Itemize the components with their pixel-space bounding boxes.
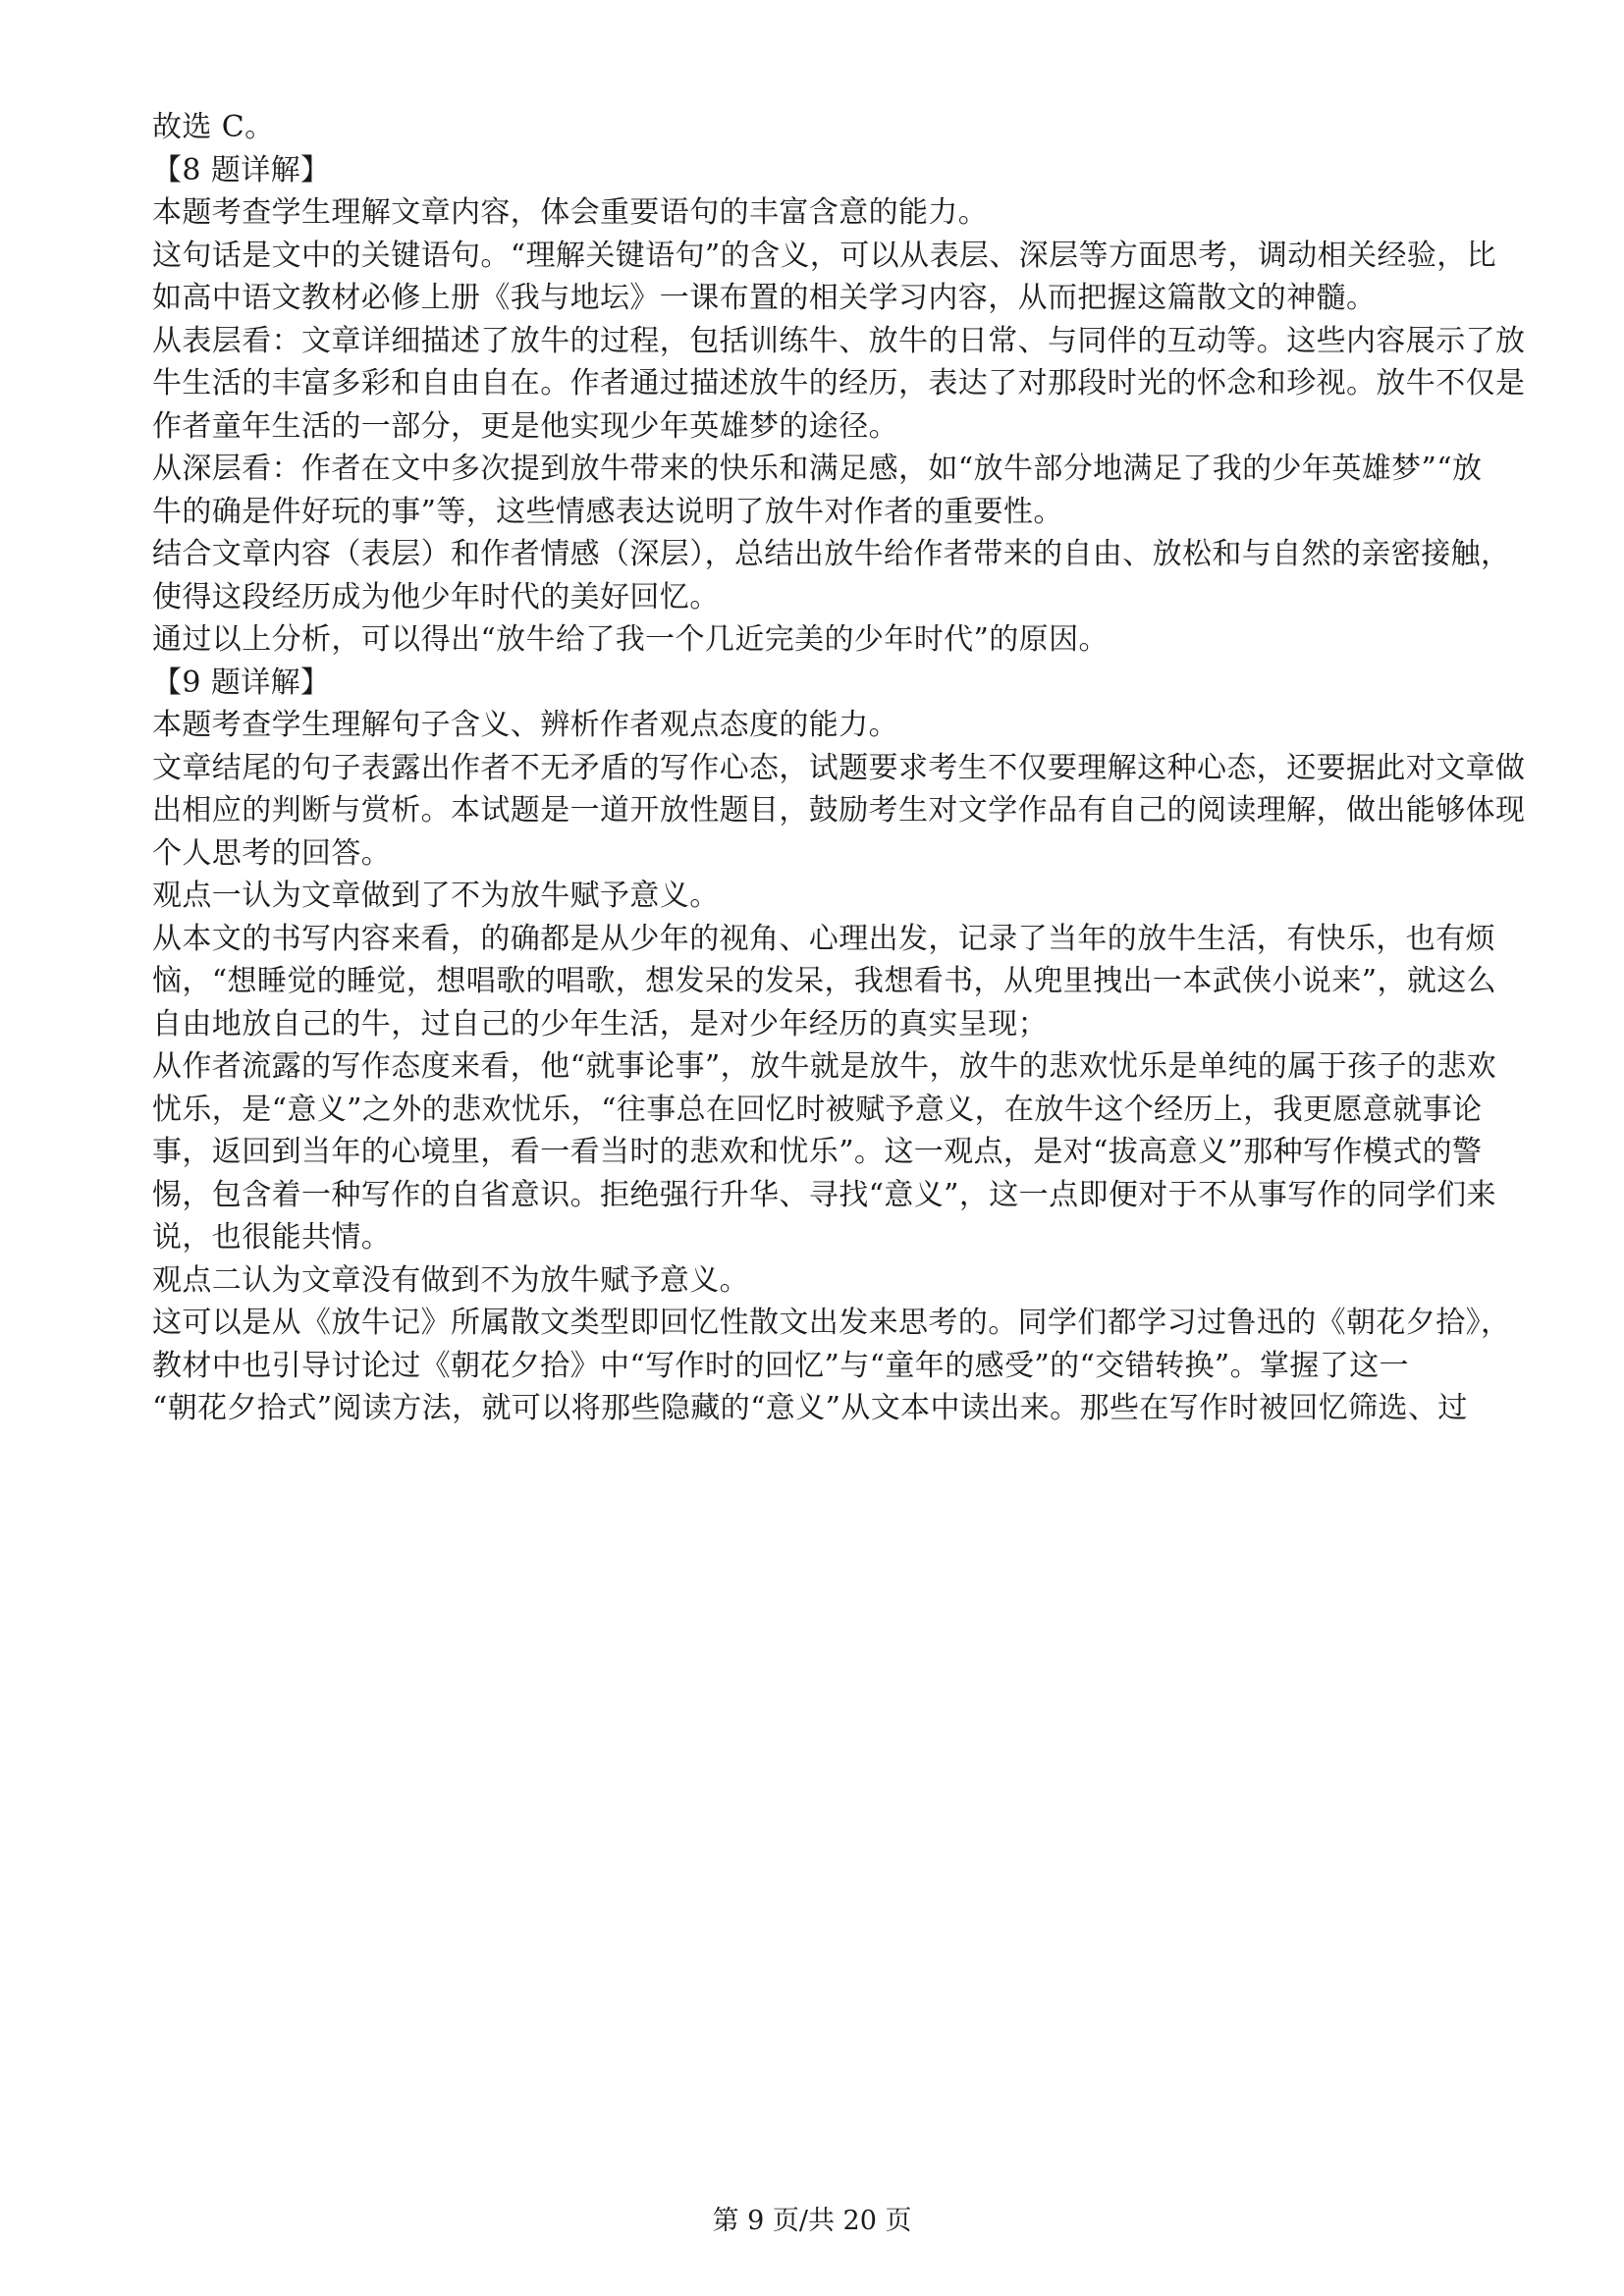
page-footer (0, 2199, 1624, 2237)
text-line: 牛生活的丰富多彩和自由自在。作者通过描述放牛的经历，表达了对那段时光的怀念和珍视。放牛不仅是 (152, 366, 1526, 400)
text-line: 出相应的判断与赏析。本试题是一道开放性题目，鼓励考生对文学作品有自己的阅读理解，做出能够体现 (152, 793, 1526, 828)
text-line: 牛的确是件好玩的事”等，这些情感表达说明了放牛对作者的重要性。 (152, 494, 1063, 529)
text-line: 事，返回到当年的心境里，看一看当时的悲欢和忧乐”。这一观点，是对“拔高意义”那种写作模式的警 (152, 1135, 1483, 1169)
text-line: 个人思考的回答。 (152, 835, 392, 871)
text-line: 教材中也引导讨论过《朝花夕拾》中“写作时的回忆”与“童年的感受”的“交错转换”。掌握了这一 (152, 1348, 1410, 1383)
text-line: “朝花夕拾式”阅读方法，就可以将那些隐藏的“意义”从文本中读出来。那些在写作时被回忆筛选、过 (152, 1391, 1468, 1425)
text-line: 从作者流露的写作态度来看，他“就事论事”，放牛就是放牛，放牛的悲欢忧乐是单纯的属于孩子的悲欢 (152, 1049, 1497, 1084)
text-line: 说，也很能共情。 (152, 1220, 392, 1255)
text-line: 本题考查学生理解句子含义、辨析作者观点态度的能力。 (152, 708, 898, 742)
text-line: 恼，“想睡觉的睡觉，想唱歌的唱歌，想发呆的发呆，我想看书，从兜里拽出一本武侠小说来”，就这么 (152, 964, 1497, 998)
text-line: 使得这段经历成为他少年时代的美好回忆。 (152, 579, 720, 614)
document-body (152, 106, 1526, 1430)
text-line: 通过以上分析，可以得出“放牛给了我一个几近完美的少年时代”的原因。 (152, 622, 1109, 657)
text-line: 本题考查学生理解文章内容，体会重要语句的丰富含意的能力。 (152, 195, 989, 230)
text-line: 故选 C。 (152, 110, 275, 144)
text-line: 自由地放自己的牛，过自己的少年生活，是对少年经历的真实呈现； (152, 1006, 1048, 1041)
page-number-label: 第 9 页/共 20 页 (712, 2206, 912, 2236)
text-line: 结合文章内容（表层）和作者情感（深层），总结出放牛给作者带来的自由、放松和与自然的亲密接触， (152, 537, 1511, 571)
text-line: 从表层看：文章详细描述了放牛的过程，包括训练牛、放牛的日常、与同伴的互动等。这些内容展示了放 (152, 323, 1526, 358)
text-line: 从本文的书写内容来看，的确都是从少年的视角、心理出发，记录了当年的放牛生活，有快乐，也有烦 (152, 921, 1495, 956)
text-line: 文章结尾的句子表露出作者不无矛盾的写作心态，试题要求考生不仅要理解这种心态，还要据此对文章做 (152, 750, 1526, 785)
text-line: 这句话是文中的关键语句。“理解关键语句”的含义，可以从表层、深层等方面思考，调动相关经验，比 (152, 238, 1497, 273)
text-line: 惕，包含着一种写作的自省意识。拒绝强行升华、寻找“意义”，这一点即便对于不从事写作的同学们来 (152, 1177, 1497, 1212)
text-line: 观点一认为文章做到了不为放牛赋予意义。 (152, 879, 720, 913)
text-line: 如高中语文教材必修上册《我与地坛》一课布置的相关学习内容，从而把握这篇散文的神髓。 (152, 281, 1377, 315)
text-line: 这可以是从《放牛记》所属散文类型即回忆性散文出发来思考的。同学们都学习过鲁迅的《朝花夕拾》， (152, 1306, 1511, 1340)
text-line: 忧乐，是“意义”之外的悲欢忧乐，“往事总在回忆时被赋予意义，在放牛这个经历上，我更愿意就事论 (152, 1092, 1483, 1127)
section-heading-q8: 【8 题详解】 (152, 152, 331, 187)
section-heading-q9: 【9 题详解】 (152, 665, 331, 700)
text-line: 从深层看：作者在文中多次提到放牛带来的快乐和满足感，如“放牛部分地满足了我的少年英雄梦”“放 (152, 452, 1483, 486)
text-line: 观点二认为文章没有做到不为放牛赋予意义。 (152, 1262, 749, 1298)
text-line: 作者童年生活的一部分，更是他实现少年英雄梦的途径。 (152, 408, 898, 444)
